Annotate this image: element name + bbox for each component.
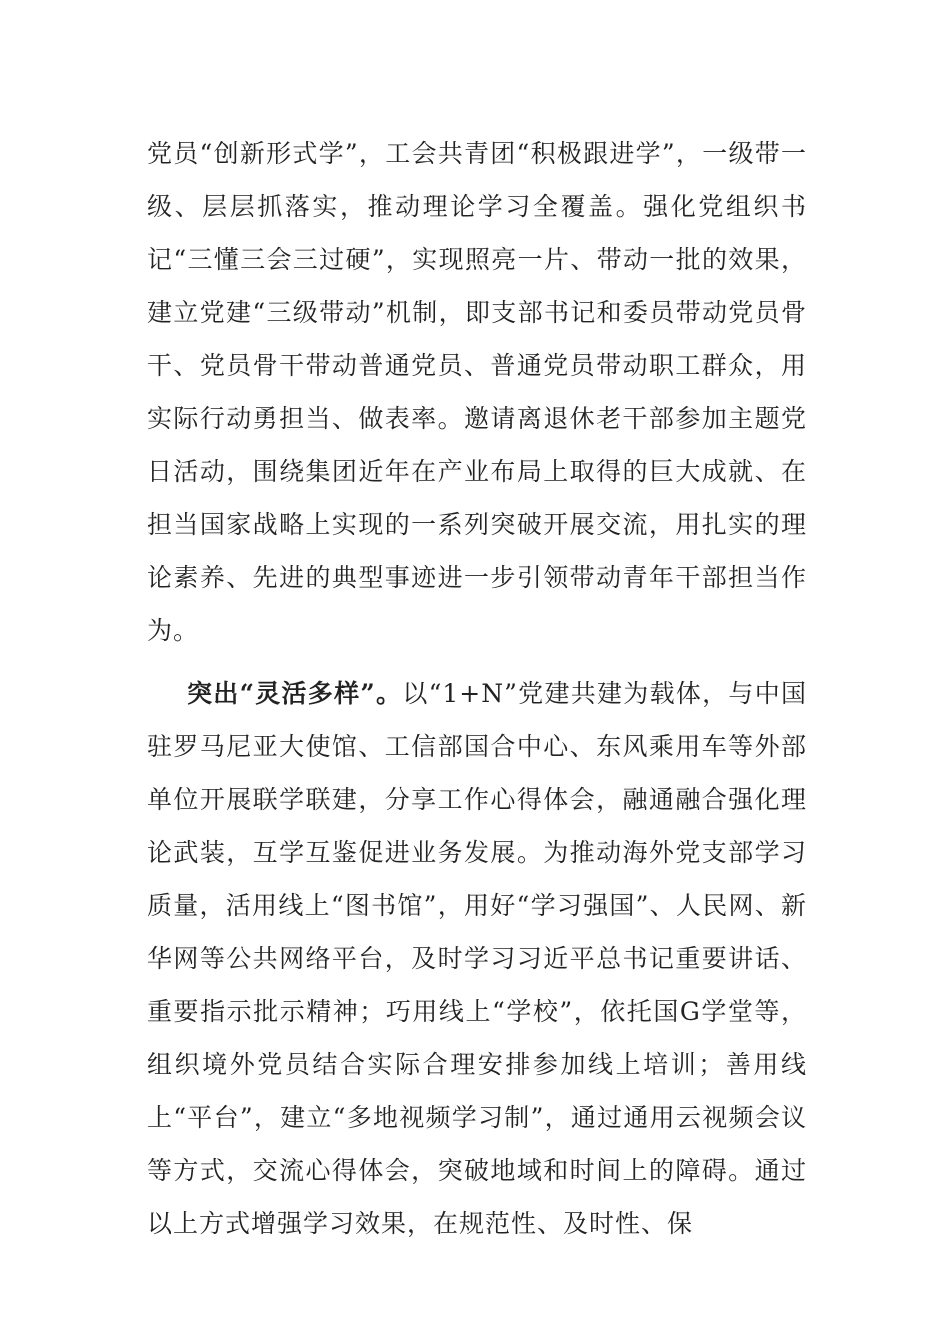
- paragraph-flexible-diverse: [147, 667, 807, 1250]
- paragraph-continued: [147, 127, 807, 657]
- document-body: [147, 127, 807, 1250]
- paragraph-2-text: 以“1+N”党建共建为载体，与中国驻罗马尼亚大使馆、工信部国合中心、东风乘用车等外部单位开展联学联建，分享工作心得体会，融通融合强化理论武装，互学互鉴促进业务发展。为推动海外党支部学习质量，活用线上“图书馆”，用好“学习强国”、人民网、新华网等公共网络平台，及时学习习近平总书记重要讲话、重要指示批示精神；巧用线上“学校”，依托国G学堂等，组织境外党员结合实际合理安排参加线上培训；善用线上“平台”，建立“多地视频学习制”，通过通用云视频会议等方式，交流心得体会，突破地域和时间上的障碍。通过以上方式增强学习效果，在规范性、及时性、保: [147, 679, 807, 1238]
- paragraph-2-lead-heading: 突出“灵活多样”。: [187, 679, 403, 708]
- paragraph-1-text: 党员“创新形式学”，工会共青团“积极跟进学”，一级带一级、层层抓落实，推动理论学习全覆盖。强化党组织书记“三懂三会三过硬”，实现照亮一片、带动一批的效果，建立党建“三级带动”机制，即支部书记和委员带动党员骨干、党员骨干带动普通党员、普通党员带动职工群众，用实际行动勇担当、做表率。邀请离退休老干部参加主题党日活动，围绕集团近年在产业布局上取得的巨大成就、在担当国家战略上实现的一系列突破开展交流，用扎实的理论素养、先进的典型事迹进一步引领带动青年干部担当作为。: [147, 139, 807, 645]
